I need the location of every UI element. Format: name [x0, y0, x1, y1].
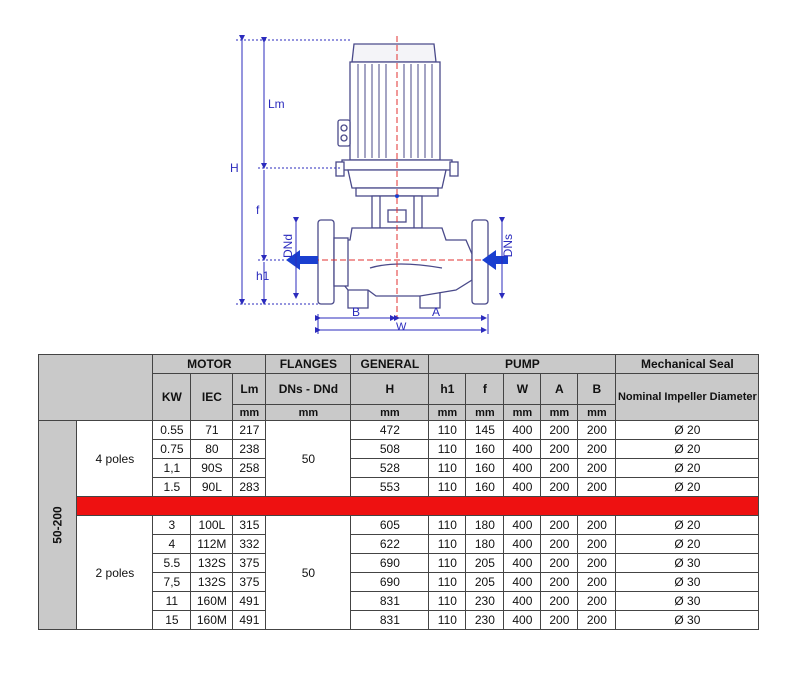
cell-a: 200: [541, 516, 578, 535]
cell-kw: 5.5: [153, 554, 191, 573]
cell-a: 200: [541, 554, 578, 573]
cell-h: 553: [351, 478, 429, 497]
cell-seal: Ø 20: [616, 440, 759, 459]
cell-w: 400: [504, 592, 541, 611]
cell-iec: 71: [191, 421, 233, 440]
cell-kw: 15: [153, 611, 191, 630]
cell-iec: 132S: [191, 573, 233, 592]
subheader-iec: IEC: [191, 374, 233, 421]
unit-a: mm: [541, 405, 578, 421]
cell-iec: 112M: [191, 535, 233, 554]
model-label: [39, 421, 77, 630]
unit-dns-dnd: mm: [266, 405, 351, 421]
cell-iec: 90L: [191, 478, 233, 497]
motor-body: [350, 62, 440, 160]
dim-label-lm: Lm: [268, 97, 285, 111]
cell-kw: 1.5: [153, 478, 191, 497]
cell-kw: 0.55: [153, 421, 191, 440]
cell-h1: 110: [429, 592, 466, 611]
cell-iec: 90S: [191, 459, 233, 478]
cell-lm: 332: [233, 535, 266, 554]
cell-f: 180: [466, 516, 504, 535]
subheader-lm: Lm: [233, 374, 266, 405]
motor-fan-cap: [352, 44, 436, 62]
cell-b: 200: [578, 459, 616, 478]
unit-w: mm: [504, 405, 541, 421]
cell-kw: 7,5: [153, 573, 191, 592]
dim-label-a: A: [432, 305, 441, 319]
cell-kw: 4: [153, 535, 191, 554]
subheader-b: B: [578, 374, 616, 405]
cell-h1: 110: [429, 516, 466, 535]
table-row: [39, 421, 759, 440]
dim-label-b: B: [352, 305, 361, 319]
cell-h: 690: [351, 573, 429, 592]
cell-w: 400: [504, 573, 541, 592]
cell-f: 205: [466, 554, 504, 573]
cell-f: 145: [466, 421, 504, 440]
cell-kw: 1,1: [153, 459, 191, 478]
cell-h: 508: [351, 440, 429, 459]
cell-h1: 110: [429, 421, 466, 440]
suction-flange: [318, 220, 334, 304]
cell-h1: 110: [429, 611, 466, 630]
cell-seal: Ø 20: [616, 459, 759, 478]
model-label-text: 50-200: [50, 506, 65, 544]
cell-a: 200: [541, 421, 578, 440]
unit-b: mm: [578, 405, 616, 421]
cell-seal: Ø 20: [616, 535, 759, 554]
cell-a: 200: [541, 611, 578, 630]
cell-f: 160: [466, 478, 504, 497]
dim-label-f: f: [256, 203, 260, 217]
cell-a: 200: [541, 592, 578, 611]
cell-b: 200: [578, 611, 616, 630]
terminal-box: [338, 120, 350, 146]
cell-h: 690: [351, 554, 429, 573]
cell-seal: Ø 30: [616, 573, 759, 592]
cell-lm: 315: [233, 516, 266, 535]
cell-seal: Ø 30: [616, 592, 759, 611]
cell-seal: Ø 20: [616, 516, 759, 535]
cell-f: 160: [466, 459, 504, 478]
dim-label-w: W: [396, 321, 407, 333]
cell-kw: 3: [153, 516, 191, 535]
subheader-h1: h1: [429, 374, 466, 405]
cell-iec: 80: [191, 440, 233, 459]
cell-lm: 238: [233, 440, 266, 459]
dim-label-dns: DNs: [501, 234, 515, 258]
cell-kw: 11: [153, 592, 191, 611]
cell-seal: Ø 30: [616, 554, 759, 573]
subheader-a: A: [541, 374, 578, 405]
subheader-seal: Nominal Impeller Diameter: [616, 374, 759, 421]
cell-f: 230: [466, 592, 504, 611]
unit-f: mm: [466, 405, 504, 421]
cell-lm: 491: [233, 592, 266, 611]
header-motor: MOTOR: [153, 355, 266, 374]
cell-b: 200: [578, 592, 616, 611]
dim-label-h: H: [230, 161, 239, 175]
cell-flanges: 50: [266, 421, 351, 497]
cell-a: 200: [541, 535, 578, 554]
cell-lm: 375: [233, 554, 266, 573]
cell-a: 200: [541, 440, 578, 459]
cell-w: 400: [504, 421, 541, 440]
cell-w: 400: [504, 478, 541, 497]
cell-h: 605: [351, 516, 429, 535]
cell-w: 400: [504, 554, 541, 573]
cell-h1: 110: [429, 573, 466, 592]
cell-iec: 160M: [191, 611, 233, 630]
cell-iec: 100L: [191, 516, 233, 535]
cell-h1: 110: [429, 440, 466, 459]
cell-seal: Ø 20: [616, 478, 759, 497]
cell-seal: Ø 30: [616, 611, 759, 630]
cell-b: 200: [578, 573, 616, 592]
cell-a: 200: [541, 573, 578, 592]
subheader-w: W: [504, 374, 541, 405]
unit-h: mm: [351, 405, 429, 421]
cell-f: 160: [466, 440, 504, 459]
cell-h1: 110: [429, 535, 466, 554]
subheader-h: H: [351, 374, 429, 405]
cell-a: 200: [541, 478, 578, 497]
cell-flanges: 50: [266, 516, 351, 630]
poles-label: 4 poles: [77, 421, 153, 497]
poles-label: 2 poles: [77, 516, 153, 630]
pump-dimension-drawing: [220, 28, 520, 338]
cell-seal: Ø 20: [616, 421, 759, 440]
cell-b: 200: [578, 516, 616, 535]
spec-table: [38, 354, 759, 630]
cell-iec: 160M: [191, 592, 233, 611]
cell-f: 230: [466, 611, 504, 630]
cell-h: 472: [351, 421, 429, 440]
table-corner: [39, 355, 153, 421]
cell-w: 400: [504, 535, 541, 554]
cell-lm: 217: [233, 421, 266, 440]
cell-b: 200: [578, 440, 616, 459]
cell-h: 831: [351, 592, 429, 611]
cell-h1: 110: [429, 459, 466, 478]
subheader-dns-dnd: DNs - DNd: [266, 374, 351, 405]
group-separator: [39, 497, 759, 516]
header-seal: Mechanical Seal: [616, 355, 759, 374]
cell-b: 200: [578, 554, 616, 573]
cell-iec: 132S: [191, 554, 233, 573]
cell-lm: 491: [233, 611, 266, 630]
table-row: [39, 516, 759, 535]
cell-b: 200: [578, 535, 616, 554]
cell-b: 200: [578, 421, 616, 440]
cell-a: 200: [541, 459, 578, 478]
cell-kw: 0.75: [153, 440, 191, 459]
cell-f: 205: [466, 573, 504, 592]
dim-label-dnd: DNd: [281, 234, 295, 259]
header-general: GENERAL: [351, 355, 429, 374]
subheader-kw: KW: [153, 374, 191, 421]
cell-lm: 258: [233, 459, 266, 478]
cell-b: 200: [578, 478, 616, 497]
cell-w: 400: [504, 516, 541, 535]
cell-h: 622: [351, 535, 429, 554]
cell-w: 400: [504, 440, 541, 459]
cell-h: 528: [351, 459, 429, 478]
cell-w: 400: [504, 459, 541, 478]
cell-h1: 110: [429, 554, 466, 573]
unit-lm: mm: [233, 405, 266, 421]
cell-h1: 110: [429, 478, 466, 497]
pump-casing: [340, 228, 472, 296]
cell-lm: 375: [233, 573, 266, 592]
separator-bar: [77, 497, 759, 516]
cell-f: 180: [466, 535, 504, 554]
cell-h: 831: [351, 611, 429, 630]
cell-w: 400: [504, 611, 541, 630]
dim-label-h1: h1: [256, 269, 270, 283]
header-pump: PUMP: [429, 355, 616, 374]
unit-h1: mm: [429, 405, 466, 421]
cell-lm: 283: [233, 478, 266, 497]
subheader-f: f: [466, 374, 504, 405]
header-flanges: FLANGES: [266, 355, 351, 374]
